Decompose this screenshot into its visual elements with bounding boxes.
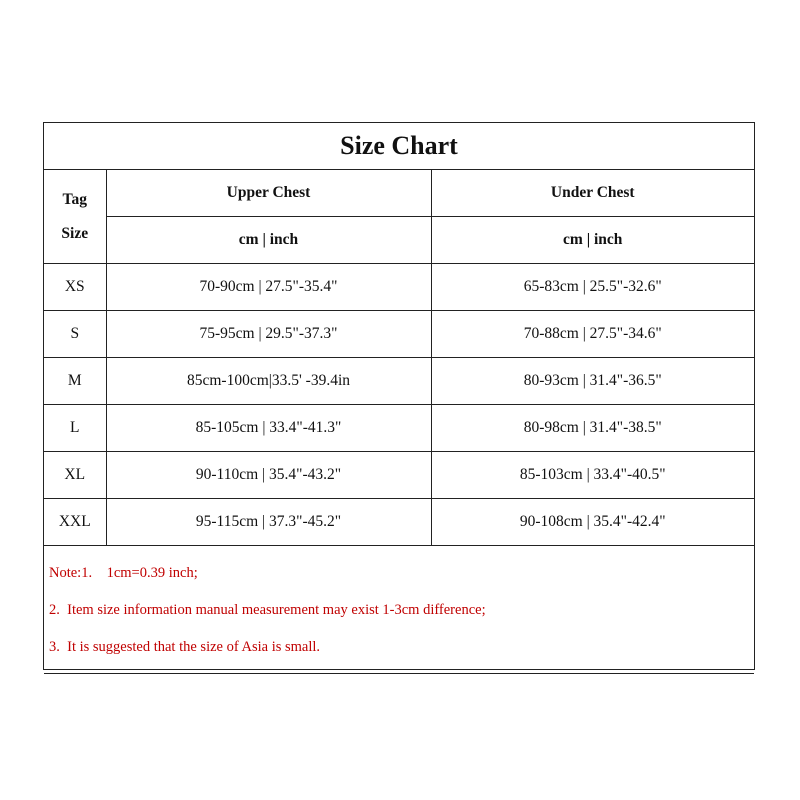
tag-size-header xyxy=(44,170,106,264)
title-row xyxy=(44,123,754,170)
table-row xyxy=(44,499,754,546)
table-row xyxy=(44,358,754,405)
size-table xyxy=(44,123,754,674)
upper-chest-header: Upper Chest xyxy=(106,170,431,217)
chart-title: Size Chart xyxy=(44,123,754,170)
table-row xyxy=(44,311,754,358)
notes-row xyxy=(44,546,754,674)
upper-chest-cell: 75-95cm | 29.5"-37.3" xyxy=(106,311,431,358)
upper-chest-cell: 85-105cm | 33.4"-41.3" xyxy=(106,405,431,452)
under-chest-cell: 70-88cm | 27.5"-34.6" xyxy=(431,311,754,358)
size-cell: XXL xyxy=(44,499,106,546)
tag-size-label-line1: Tag xyxy=(62,190,87,208)
note-1: Note:1. 1cm=0.39 inch; xyxy=(49,565,198,581)
upper-chest-cell: 85cm-100cm|33.5' -39.4in xyxy=(106,358,431,405)
under-chest-cell: 65-83cm | 25.5"-32.6" xyxy=(431,264,754,311)
table-row xyxy=(44,264,754,311)
notes-cell xyxy=(44,546,754,674)
upper-chest-cell: 90-110cm | 35.4"-43.2" xyxy=(106,452,431,499)
upper-chest-cell: 95-115cm | 37.3"-45.2" xyxy=(106,499,431,546)
note-3: 3. It is suggested that the size of Asia is small. xyxy=(49,639,321,655)
note-2: 2. Item size information manual measurement may exist 1-3cm difference; xyxy=(49,602,486,618)
size-cell: M xyxy=(44,358,106,405)
header-row xyxy=(44,170,754,217)
tag-size-label-line2: Size xyxy=(61,224,89,242)
table-row xyxy=(44,405,754,452)
upper-chest-cell: 70-90cm | 27.5"-35.4" xyxy=(106,264,431,311)
under-chest-cell: 80-93cm | 31.4"-36.5" xyxy=(431,358,754,405)
size-cell: L xyxy=(44,405,106,452)
size-cell: XL xyxy=(44,452,106,499)
unit-row xyxy=(44,217,754,264)
upper-chest-unit: cm | inch xyxy=(106,217,431,264)
under-chest-cell: 80-98cm | 31.4"-38.5" xyxy=(431,405,754,452)
under-chest-header: Under Chest xyxy=(431,170,754,217)
size-cell: S xyxy=(44,311,106,358)
table-row xyxy=(44,452,754,499)
size-cell: XS xyxy=(44,264,106,311)
under-chest-cell: 85-103cm | 33.4"-40.5" xyxy=(431,452,754,499)
under-chest-cell: 90-108cm | 35.4"-42.4" xyxy=(431,499,754,546)
size-chart xyxy=(43,122,755,670)
notes xyxy=(44,546,754,671)
under-chest-unit: cm | inch xyxy=(431,217,754,264)
